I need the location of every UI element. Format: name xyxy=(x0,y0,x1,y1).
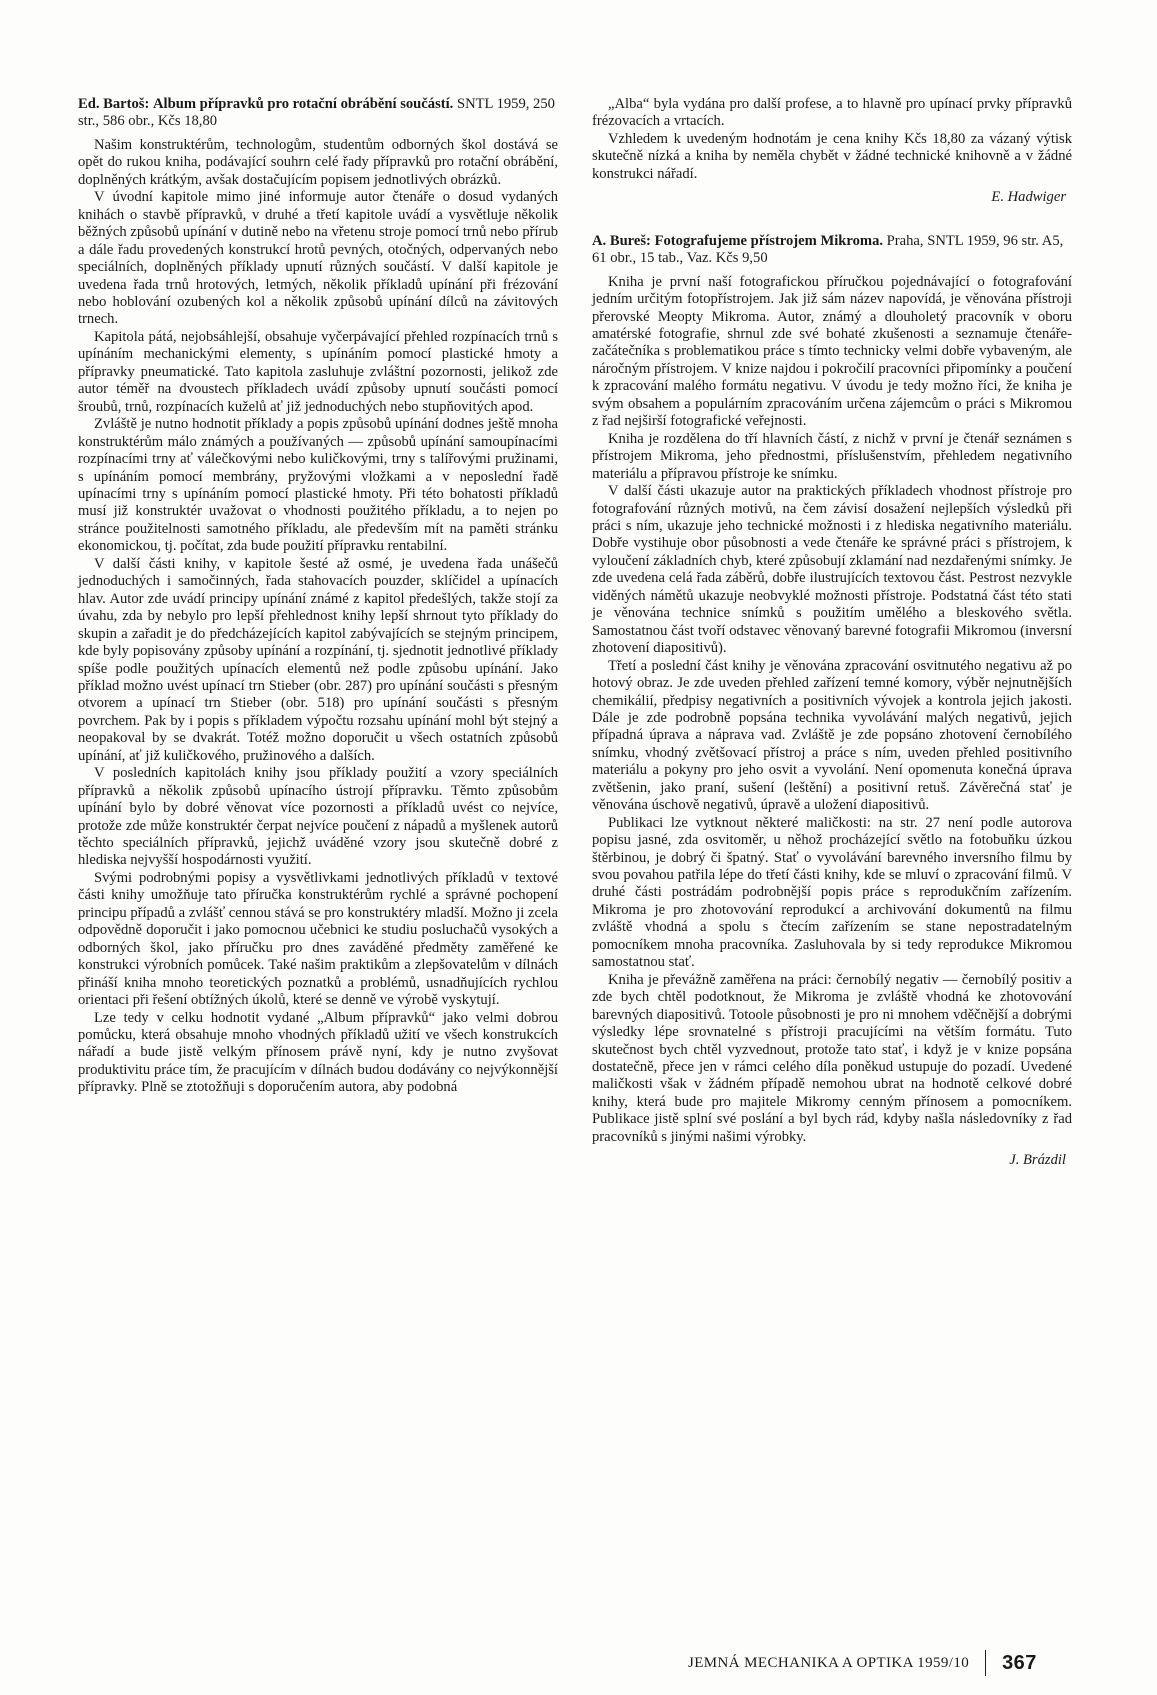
review-author: Ed. Bartoš: xyxy=(78,96,150,112)
review-bibliography: Praha, SNTL 1959, 96 str. A5, 61 obr., 15 tab., Vaz. Kčs 9,50 xyxy=(592,232,1064,267)
reviewer-signature: E. Hadwiger xyxy=(991,189,1066,206)
paragraph: Zvláště je nutno hodnotit příklady a popis způsobů upínání dodnes ještě mnoha konstruktérům málo známých a používaných — způsobů upínání samoupínacími rozpínacími trny ať válečkovými nebo kuličkovými, trny s talířovými pružinami, s upínáním pomocí membrány, pryžovými vložkami a v neposlední řadě upínacími trny s upínáním pomocí plastické hmoty. Při této bohatosti příkladů musí již konstruktér uvažovat o vhodnosti použitého příkladu, a to nejen po stránce použitelnosti samotného příkladu, ale především mít na paměti stránku ekonomickou, tj. počítat, zda bude použití přípravku rentabilní. xyxy=(78,416,558,555)
review-book-title: Fotografujeme přístrojem Mikroma. xyxy=(654,232,884,249)
paragraph: Kapitola pátá, nejobsáhlejší, obsahuje vyčerpávající přehled rozpínacích trnů s upínáním mechanickými elementy, s upínáním pomocí plastické hmoty a přípravky pneumatické. Tato kapitola zasluhuje zvláštní pozornosti, jelikož zde autor téměř na dvoustech příkladech uvádí způsoby upnutí součásti pomocí šroubů, trnů, rozpínacích kuželů ať již jednoduchých nebo stupňovitých apod. xyxy=(78,328,558,415)
paragraph: V další části knihy, v kapitole šesté až osmé, je uvedena řada unášečů jednoduchých i samočinných, řada stahovacích pouzder, sklíčidel a upínacích hlav. Autor zde uvádí principy upínání známé z kapitol předešlých, takže stojí za úvahu, zda by nebylo pro lepší přehlednost knihy lepší shrnout tyto příklady do skupin a zařadit je do předcházejících kapitol zabývajících se stejným principem, kde byly popisovány způsoby upínání a rozpínání, tj. sjednotit jednotlivé příklady spíše podle použitých upínacích elementů než podle způsobu upínání. Jako příklad možno uvést upínací trn Stieber (obr. 287) pro upínání součásti s přesným otvorem a upínací trn Stieber (obr. 518) pro upínání součásti s přesným povrchem. Pak by i popis s příkladem výpočtu rozsahu upínání mohl být stejný a neopakoval by se dvakrát. Totéž možno doporučit u všech ostatních způsobů upínání, ať již kuličkového, pružinového a dalších. xyxy=(78,555,558,764)
paragraph: Vzhledem k uvedeným hodnotám je cena knihy Kčs 18,80 za vázaný výtisk skutečně nízká a kniha by neměla chybět v žádné technické knihovně a v žádné konstrukci nářadí. xyxy=(592,130,1072,182)
review-bibliography: SNTL 1959, 250 str., 586 obr., Kčs 18,80 xyxy=(78,96,555,130)
paragraph: „Alba“ byla vydána pro další profese, a to hlavně pro upínací prvky přípravků frézovacích a vrtacích. xyxy=(592,96,1072,130)
review-author: A. Bureš: xyxy=(592,232,651,249)
review-heading xyxy=(592,233,1072,268)
review-book-title: Album přípravků pro rotační obrábění součástí. xyxy=(153,96,454,112)
left-column xyxy=(78,96,558,1123)
page-footer xyxy=(688,1650,1037,1676)
paragraph: V další části ukazuje autor na praktických příkladech vhodnost přístroje pro fotografování různých motivů, na čem závisí dosažení nejlepších výsledků při práci s ním, ukazuje jeho technické možnosti i z hlediska negativního materiálu. Dobře vystihuje obor působnosti a vede čtenáře ke správné práci s přístrojem, k vyloučení základních chyb, které způsobují zklamání nad nezdařenými snímky. Je zde uvedena celá řada záběrů, dobře ilustrujících textovou část. Pestrost nezvykle viděných námětů ukazuje neobvyklé možnosti přístroje. Podstatná část této stati je věnována technice snímků s použitím umělého a bleskového světla. Samostatnou část tvoří odstavec věnovaný barevné fotografii Mikromou (inversní zhotovení diapositivů). xyxy=(592,483,1072,657)
paragraph: Kniha je převážně zaměřena na práci: černobílý negativ — černobílý positiv a zde bych chtěl podotknout, že Mikroma je zvláště vhodná ke zhotovování barevných diapositivů. Totoole působnosti je pro ni mnohem vděčnější a dobrými výsledky lépe srovnatelné s přístroji pracujícími na větším formátu. Tuto skutečnost bych chtěl vyzvednout, protože tato stať, i když je v knize popsána dostatečně, přece jen v rámci celého díla poněkud ustupuje do pozadí. Uvedené maličkosti však v žádném případě nemohou ubrat na hodnotě celkové dobré knihy, která bude pro majitele Mikromy cenným přínosem a pomocníkem. Publikace jistě splní své poslání a byl bych rád, kdyby našla následovníky z řad pracovníků s jinými našimi výrobky. xyxy=(592,971,1072,1145)
paragraph: V úvodní kapitole mimo jiné informuje autor čtenáře o dosud vydaných knihách o stavbě přípravků, v druhé a třetí kapitole uvádí a vysvětluje několik běžných způsobů upínání v dutině nebo na vřetenu stroje pomocí trnů nebo přírub a dále řadu provedených konstrukcí hrotů pevných, otočných, odpervaných nebo speciálních, doplněných příklady upnutí různých součástí. V další kapitole je uvedena řada trnů hrotových, letmých, několik příkladů upínání při frézování nebo hoblování ozubených kol a několik způsobů upínání dílců na závitových trnech. xyxy=(78,189,558,328)
review-heading xyxy=(78,96,558,131)
paragraph: Svými podrobnými popisy a vysvětlivkami jednotlivých příkladů v textové části knihy umožňuje tato příručka konstruktérům rychlé a správné pochopení principu případů a zvlášť cennou stává se pro konstruktéry mladší. Možno ji zcela odpovědně doporučit i jako pomocnou učebnici ke studiu posluchačů vysokých a odborných škol, jako příručku pro dnes zaváděné předměty zaměřené ke konstrukci výrobních pomůcek. Také našim praktikům a zlepšovatelům v dílnách přináší kniha mnoho teoretických poznatků a problémů, usnadňujících rychlou orientaci při řešení obtížných úkolů, které se denně ve výrobě vyskytují. xyxy=(78,869,558,1009)
paragraph: Lze tedy v celku hodnotit vydané „Album přípravků“ jako velmi dobrou pomůcku, která obsahuje mnoho vhodných příkladů užití ve všech konstrukcích nářadí a bude jistě velkým přínosem právě nyní, kdy je nutno zvyšovat produktivitu práce tím, že pracujícím v dílnách budou dodávány co nejvýkonnější přípravky. Plně se ztotožňuji s doporučením autora, aby podobná xyxy=(78,1009,558,1096)
review-bartos xyxy=(78,96,558,1097)
paragraph: Kniha je první naší fotografickou příručkou pojednávající o fotografování jedním určitým fotopřístrojem. Jak již sám název napovídá, je věnována přístroji přerovské Meopty Mikroma. Autor, známý a dlouholetý pracovník v oboru amatérské fotografie, shrnul zde své bohaté zkušenosti a seznamuje čtenáře-začátečníka s problematikou práce s tímto technicky velmi dobře vybaveným, ale náročným přístrojem. V knize najdou i pokročilí pracovníci připomínky a poučení k zpracování malého formátu negativu. V úvodu je tedy možno říci, že kniha je svým obsahem a populárním zpracováním určena zájemcům o práci s Mikromou z řad nejširší fotografické veřejnosti. xyxy=(592,273,1072,430)
paragraph: Našim konstruktérům, technologům, studentům odborných škol dostává se opět do rukou kniha, podávající souhrn celé řady přípravků pro rotační obrábění, doplněných krátkým, avšak dostačujícím popisem jednotlivých obrázků. xyxy=(78,136,558,188)
page-number: 367 xyxy=(1002,1651,1037,1674)
reviewer-signature: J. Brázdil xyxy=(1009,1152,1066,1169)
review-bures xyxy=(592,233,1072,1170)
paragraph: V posledních kapitolách knihy jsou příklady použití a vzory speciálních přípravků a několik způsobů upínacího ústrojí přípravku. Těmto způsobům upínání bylo by dobré věnovat více pozornosti a příkladů uvést co nejvíce, protože zde může konstruktér čerpat nejvíce poučení z nápadů a myšlenek autorů těchto speciálních přípravků, jejichž uváděné vzory jsou skutečně dobré z hlediska nejvyšší hospodárnosti využití. xyxy=(78,765,558,869)
review-bartos-continuation xyxy=(592,96,1072,207)
paragraph: Kniha je rozdělena do tří hlavních částí, z nichž v první je čtenář seznámen s přístrojem Mikroma, jeho přednostmi, příslušenstvím, přehledem negativního materiálu a přípravou přístroje ke snímku. xyxy=(592,430,1072,482)
right-column xyxy=(592,96,1072,1196)
footer-divider xyxy=(985,1650,986,1676)
paragraph: Třetí a poslední část knihy je věnována zpracování osvitnutého negativu až po hotový obraz. Je zde uveden přehled zařízení temné komory, výběr nejnutnějších chemikálií, předpisy negativních a positivních vývojek a kontrola jejich jakosti. Dále je zde podrobně popsána technika vyvolávání malých negativů, jejich případná úprava a náprava vad. Zvláště je zde popsáno zhotovení černobílého snímku, vhodný zvětšovací přístroj a práce s ním, uveden přehled positivního materiálu a pokyny pro jeho osvit a vyvolání. Není opomenuta konečná úprava zvětšenin, jako praní, sušení (leštění) a positivní retuš. Závěrečná stať je věnována úschově negativů, úpravě a uložení diapositivů. xyxy=(592,657,1072,814)
journal-title: JEMNÁ MECHANIKA A OPTIKA 1959/10 xyxy=(688,1654,970,1671)
paragraph: Publikaci lze vytknout některé maličkosti: na str. 27 není podle autorova popisu jasné, zda osvitoměr, u něhož procházející světlo na fotobuňku úzkou štěrbinou, je dobrý či špatný. Stať o vyvolávání barevného inversního filmu by svou povahou patřila lépe do třetí části knihy, kde se mluví o zpracování filmů. V druhé části postrádám podrobnější popis práce s reprodukčním zařízením. Mikroma je pro zhotovování reprodukcí a archivování dokumentů na filmu zvláště vhodná a spolu s čtecím zařízením se stane nepostradatelným pomocníkem mnoha pracovníka. Zasluhovala by si tedy reprodukce Mikromou samostatnou stať. xyxy=(592,814,1072,971)
